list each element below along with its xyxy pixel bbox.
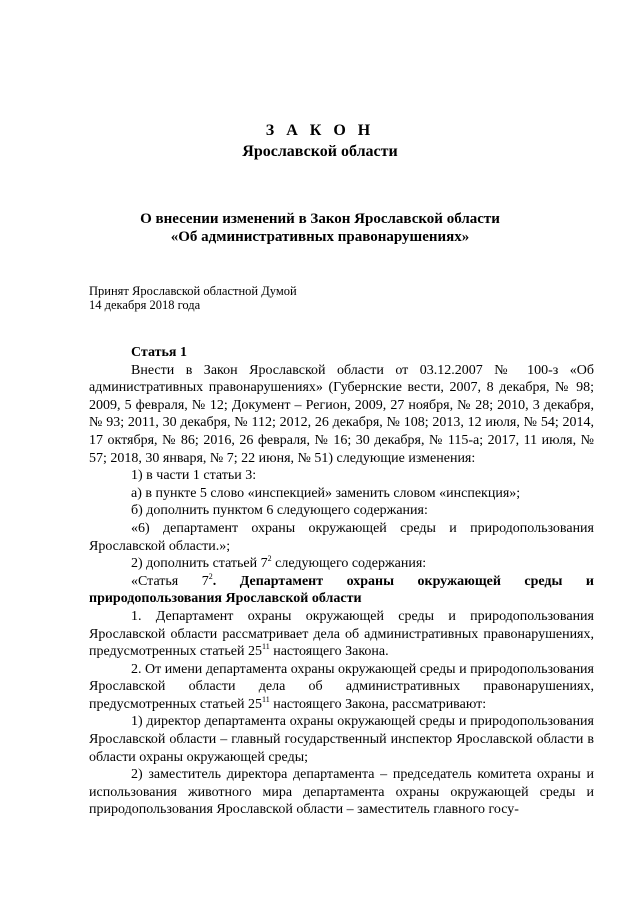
new-article-sup: 2 bbox=[208, 571, 213, 581]
law-title: З А К О Н bbox=[265, 122, 375, 139]
paragraph-2-end: настоящего Закона, рассматривают: bbox=[269, 696, 487, 712]
paragraph-2-item-2: 2) заместитель директора департамента – председатель комитета охраны и использования животного мира департамента охраны окружающей среды и природопользования Ярославской области – заместитель главного госу- bbox=[89, 767, 594, 818]
article-body bbox=[89, 344, 594, 819]
paragraph-2-item-1: 1) директор департамента охраны окружающей среды и природопользования Ярославской области – главный государственный инспектор Ярославской области в области охраны окружающей среды; bbox=[89, 714, 594, 765]
item-1b-text: «6) департамент охраны окружающей среды и природопользования Ярославской области.»; bbox=[89, 520, 594, 554]
law-region: Ярославской области bbox=[242, 143, 398, 160]
paragraph-2-sup: 11 bbox=[262, 694, 270, 704]
paragraph-1-end: настоящего Закона. bbox=[269, 644, 389, 660]
new-article-heading bbox=[89, 573, 594, 608]
new-article-title: . Департамент охраны окружающей среды и природопользования Ярославской области bbox=[89, 573, 594, 607]
adopted-by: Принят Ярославской областной Думой bbox=[89, 284, 297, 298]
item-1b: б) дополнить пунктом 6 следующего содержания: bbox=[131, 503, 428, 519]
paragraph-2-text: 2. От имени департамента охраны окружающей среды и природопользования Ярославской области дела об административных правонарушениях, предусмотренных статьей 25 bbox=[89, 661, 594, 712]
item-1: 1) в части 1 статьи 3: bbox=[131, 468, 257, 484]
item-1a: а) в пункте 5 слово «инспекцией» заменить словом «инспекция»; bbox=[131, 485, 521, 501]
law-heading-line1: О внесении изменений в Закон Ярославской области bbox=[140, 211, 500, 227]
paragraph-1-text: 1. Департамент охраны окружающей среды и природопользования Ярославской области рассматривает дела об административных правонарушениях, предусмотренных статьей 25 bbox=[89, 608, 594, 660]
new-article-label: «Статья 7 bbox=[131, 573, 209, 589]
adopted-date: 14 декабря 2018 года bbox=[89, 298, 201, 312]
item-2 bbox=[89, 555, 594, 573]
article-intro: Внести в Закон Ярославской области от 03.12.2007 № 100-з «Об административных правонарушениях» (Губернские вести, 2007, 8 декабря, № 98; 2009, 5 февраля, № 12; Документ – Регион, 2009, 27 ноября, № 28; 2010, 3 декабря, № 93; 2011, 30 декабря, № 112; 2012, 26 декабря, № 108; 2013, 12 июля, № 54; 2014, 17 октября, № 86; 2016, 26 февраля, № 16; 30 декабря, № 115-а; 2017, 11 июля, № 57; 2018, 30 января, № 7; 22 июня, № 51) следующие изменения: bbox=[89, 362, 594, 466]
item-2-text-end: следующего содержания: bbox=[271, 556, 427, 572]
item-2-text: 2) дополнить статьей 7 bbox=[131, 556, 268, 572]
paragraph-1-sup: 11 bbox=[262, 642, 270, 652]
article-title: Статья 1 bbox=[131, 345, 187, 360]
paragraph-1 bbox=[89, 608, 594, 661]
item-2-sup: 2 bbox=[267, 554, 272, 564]
law-heading-line2: «Об административных правонарушениях» bbox=[170, 229, 470, 245]
paragraph-2 bbox=[89, 661, 594, 714]
